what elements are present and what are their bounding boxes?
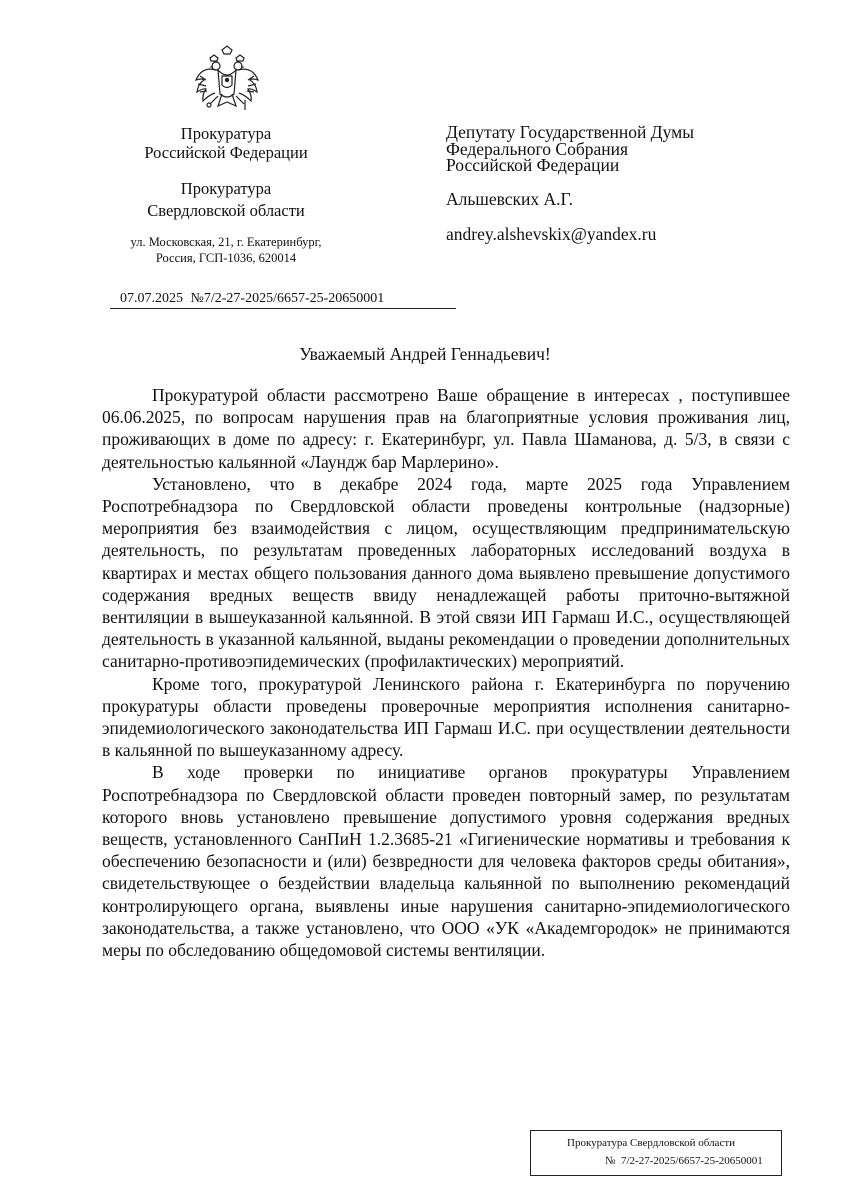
sender-org-line: Российской Федерации <box>144 143 308 162</box>
registration-number: 7/2-27-2025/6657-25-20650001 <box>203 291 385 306</box>
russian-double-headed-eagle-emblem-icon <box>192 44 262 120</box>
salutation: Уважаемый Андрей Геннадьевич! <box>299 344 551 364</box>
body-paragraph: Прокуратурой области рассмотрено Ваше обращение в интересах , поступившее 06.06.2025, по вопросам нарушения прав на благоприятные условия проживания лиц, проживающих в доме по адресу: г. Екатеринбург, ул. Павла Шаманова, д. 5/3, в связи с деятельностью кальянной «Лаундж бар Марлерино». <box>102 385 790 472</box>
registration-number-sign: № <box>190 291 204 306</box>
recipient-title-line: Депутату Государственной Думы <box>446 122 694 142</box>
stamp-number <box>605 1155 763 1167</box>
stamp-number-sign: № <box>605 1155 616 1167</box>
recipient-name: Альшевских А.Г. <box>446 189 574 209</box>
recipient-title-line: Федерального Собрания <box>446 138 629 159</box>
stamp-number-value: 7/2-27-2025/6657-25-20650001 <box>621 1155 763 1167</box>
sender-org-line: Свердловской области <box>147 201 305 220</box>
recipient-title <box>446 124 694 174</box>
registration-date: 07.07.2025 <box>120 291 183 306</box>
body-paragraph: Установлено, что в декабре 2024 года, марте 2025 года Управлением Роспотребнадзора по Свердловской области проведены контрольные (надзорные) мероприятия без взаимодействия с лицом, осуществляющим предпринимательскую деятельность, по результатам проведенных лабораторных исследований воздуха в квартирах и местах общего пользования данного дома выявлено превышение допустимого содержания вредных веществ ввиду ненадлежащей работы приточно-вытяжной вентиляции в вышеуказанной кальянной. В этой связи ИП Гармаш И.С., осуществляющей деятельность в указанной кальянной, выданы рекомендации о проведении дополнительных санитарно-противоэпидемических (профилактических) мероприятий. <box>102 473 790 672</box>
sender-address <box>100 234 352 266</box>
letter-body <box>102 384 790 961</box>
sender-org-line: Прокуратура <box>180 124 272 143</box>
stamp-org: Прокуратура Свердловской области <box>567 1137 736 1149</box>
body-paragraph: Кроме того, прокуратурой Ленинского района г. Екатеринбурга по поручению прокуратуры области проведены проверочные мероприятия исполнения санитарно-эпидемиологического законодательства ИП Гармаш И.С. при осуществлении деятельности в кальянной по вышеуказанному адресу. <box>102 673 790 761</box>
sender-org-regional-prosecutor <box>100 178 352 222</box>
recipient-email: andrey.alshevskix@yandex.ru <box>446 224 657 244</box>
sender-address-line: ул. Московская, 21, г. Екатеринбург, <box>130 235 322 249</box>
sender-org-line: Прокуратура <box>180 179 272 198</box>
registration-line <box>110 290 456 309</box>
body-paragraph: В ходе проверки по инициативе органов прокуратуры Управлением Роспотребнадзора по Свердловской области проведен повторный замер, по результатам которого вновь установлено превышение допустимого уровня содержания вредных веществ, установленного СанПиН 1.2.3685-21 «Гигиенические нормативы и требования к обеспечению безопасности и (или) безвредности для человека факторов среды обитания», свидетельствующее о бездействии владельца кальянной по выполнению рекомендаций контролирующего органа, выявлены иные нарушения санитарно-эпидемиологического законодательства, а также установлено, что ООО «УК «Академгородок» не принимаются меры по обследованию общедомовой системы вентиляции. <box>102 762 790 961</box>
sender-org-prosecutor-general <box>100 124 352 162</box>
recipient-title-line: Российской Федерации <box>446 155 620 175</box>
registration-stamp <box>530 1130 782 1176</box>
sender-address-line: Россия, ГСП-1036, 620014 <box>155 251 297 265</box>
